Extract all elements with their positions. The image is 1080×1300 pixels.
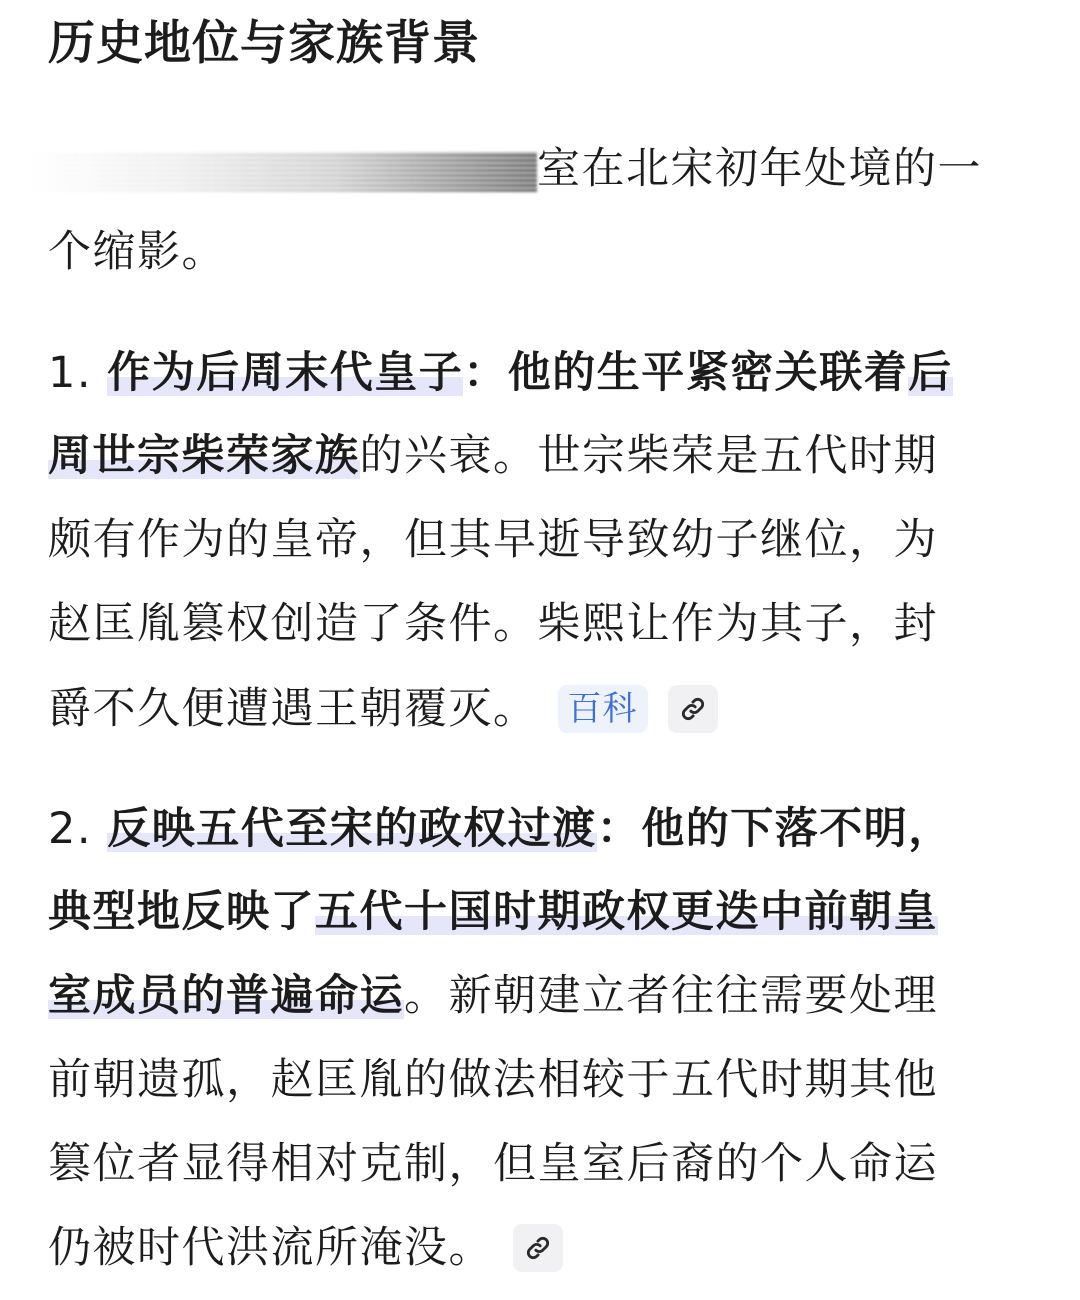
link-chip[interactable] — [668, 685, 718, 733]
source-chip-baike[interactable]: 百科 — [558, 685, 648, 733]
link-icon — [680, 696, 706, 722]
item-1-line-4: 赵匡胤篡权创造了条件。柴熙让作为其子，封 — [48, 599, 938, 649]
item-1-highlight-a[interactable]: 后 — [908, 348, 953, 398]
item-1-highlight-b[interactable]: 周世宗柴荣家族 — [48, 431, 360, 481]
obscured-text-overlay — [32, 152, 537, 192]
intro-line-2: 个缩影。 — [48, 227, 226, 277]
item-2-line-5: 篡位者显得相对克制，但皇室后裔的个人命运 — [48, 1139, 938, 1189]
item-2-line-2: 典型地反映了五代十国时期政权更迭中前朝皇 — [48, 887, 938, 937]
item-1-line-3: 颇有作为的皇帝，但其早逝导致幼子继位，为 — [48, 515, 938, 565]
item-1-line-2: 周世宗柴荣家族的兴衰。世宗柴荣是五代时期 — [48, 431, 938, 481]
item-1-line-5: 爵不久便遭遇王朝覆灭。 百科 — [48, 679, 718, 739]
item-2-line-6: 仍被时代洪流所淹没。 — [48, 1218, 563, 1278]
item-1-heading[interactable]: 作为后周末代皇子 — [107, 348, 464, 398]
item-1-line-1: 1. 作为后周末代皇子：他的生平紧密关联着后 — [48, 348, 953, 398]
item-1-number: 1. — [48, 348, 93, 398]
item-2-highlight-a[interactable]: 五代十国时期政权更迭中前朝皇 — [315, 887, 938, 937]
item-2-line-1: 2. 反映五代至宋的政权过渡：他的下落不明， — [48, 804, 953, 854]
intro-visible-text: 室在北宋初年处境的一 — [537, 144, 982, 194]
item-2-line-4: 前朝遗孤，赵匡胤的做法相较于五代时期其他 — [48, 1055, 938, 1105]
item-2-line-3: 室成员的普遍命运。新朝建立者往往需要处理 — [48, 971, 938, 1021]
link-icon — [525, 1235, 551, 1261]
section-title: 历史地位与家族背景 — [48, 16, 480, 71]
item-2-number: 2. — [48, 804, 93, 854]
item-2-highlight-b[interactable]: 室成员的普遍命运 — [48, 971, 404, 1021]
intro-line-1 — [48, 139, 982, 199]
item-2-heading[interactable]: 反映五代至宋的政权过渡 — [107, 804, 597, 854]
link-chip[interactable] — [513, 1224, 563, 1272]
